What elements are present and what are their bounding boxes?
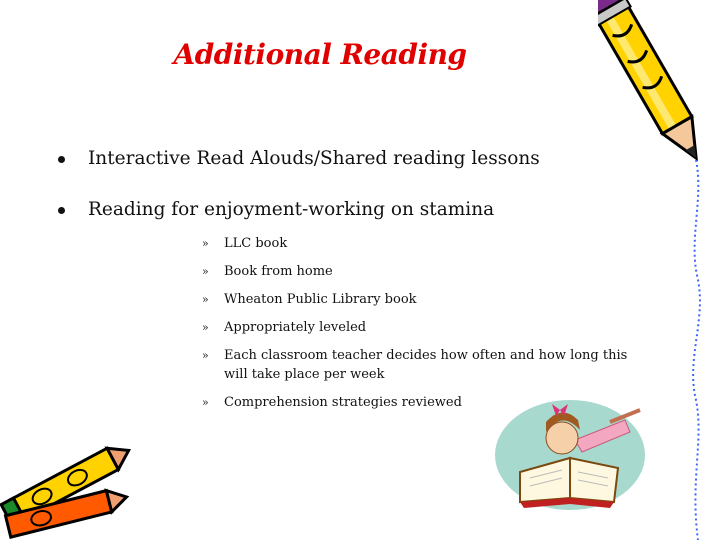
sub-bullet-text: Book from home	[224, 264, 333, 279]
chevron-right-icon: »	[202, 237, 209, 250]
sub-bullet-list	[200, 234, 640, 421]
sub-bullet-item	[200, 234, 640, 253]
sub-bullet-text: Each classroom teacher decides how often and how long this will take place per week	[224, 348, 628, 382]
pencil-clipart-top-right	[598, 0, 720, 180]
chevron-right-icon: »	[202, 349, 209, 362]
bullet-dot-icon	[58, 156, 65, 163]
chevron-right-icon: »	[202, 293, 209, 306]
sub-bullet-text: Appropriately leveled	[224, 320, 367, 335]
bullet-dot-icon	[58, 207, 65, 214]
slide-title: Additional Reading	[173, 38, 467, 71]
bullet-text: Interactive Read Alouds/Shared reading lessons	[88, 148, 540, 169]
sub-bullet-item	[200, 318, 640, 337]
sub-bullet-text: LLC book	[224, 236, 288, 251]
sub-bullet-text: Comprehension strategies reviewed	[224, 395, 462, 410]
crayons-clipart-bottom-left	[0, 430, 140, 540]
chevron-right-icon: »	[202, 265, 209, 278]
main-bullet-list	[58, 146, 540, 248]
sub-bullet-item	[200, 346, 640, 384]
bullet-text: Reading for enjoyment-working on stamina	[88, 199, 495, 220]
bullet-item	[58, 146, 540, 197]
chevron-right-icon: »	[202, 321, 209, 334]
sub-bullet-item	[200, 262, 640, 281]
sub-bullet-item	[200, 290, 640, 309]
squiggle-line-decoration	[676, 160, 716, 540]
sub-bullet-item	[200, 393, 640, 412]
chevron-right-icon: »	[202, 396, 209, 409]
sub-bullet-text: Wheaton Public Library book	[224, 292, 417, 307]
